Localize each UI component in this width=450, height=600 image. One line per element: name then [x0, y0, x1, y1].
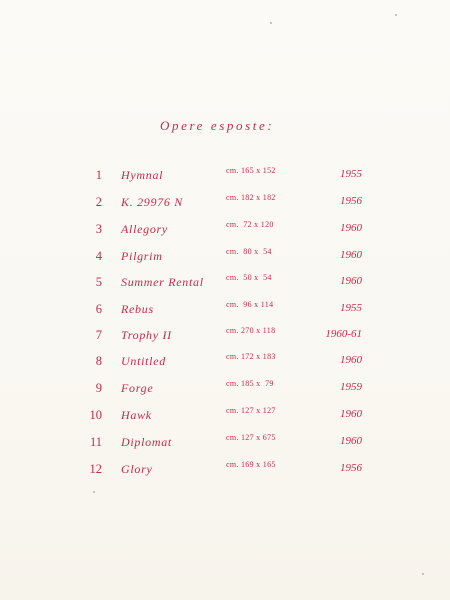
work-dimensions: cm. 185 x 79 [226, 379, 274, 388]
work-row [0, 431, 450, 453]
work-dimensions: cm. 72 x 120 [226, 220, 274, 229]
work-dimensions: cm. 50 x 54 [226, 273, 272, 282]
work-title: Untitled [121, 354, 166, 368]
work-number: 1 [95, 168, 102, 182]
work-title: Trophy II [121, 328, 172, 342]
work-dimensions: cm. 80 x 54 [226, 247, 272, 256]
paper-speck [93, 491, 95, 493]
work-number: 7 [95, 328, 102, 342]
work-dimensions: cm. 96 x 114 [226, 300, 274, 309]
work-number: 12 [89, 462, 102, 476]
work-year: 1960 [340, 354, 362, 366]
work-title: Pilgrim [121, 249, 163, 263]
work-year: 1960 [340, 222, 362, 234]
work-title: Diplomat [121, 435, 172, 449]
work-dimensions: cm. 127 x 675 [226, 433, 276, 442]
paper-speck [395, 14, 397, 16]
page-title: Opere esposte: [160, 118, 275, 133]
work-dimensions: cm. 172 x 183 [226, 352, 276, 361]
work-title: Summer Rental [121, 275, 204, 289]
work-row [0, 377, 450, 399]
work-dimensions: cm. 270 x 118 [226, 326, 276, 335]
work-number: 10 [89, 408, 102, 422]
work-year: 1960 [340, 249, 362, 261]
work-title: K. 29976 N [121, 195, 184, 209]
work-row [0, 271, 450, 293]
work-title: Hawk [121, 408, 152, 422]
work-row [0, 245, 450, 267]
work-dimensions: cm. 182 x 182 [226, 193, 276, 202]
work-number: 11 [89, 435, 102, 449]
work-title: Glory [121, 462, 153, 476]
work-row [0, 458, 450, 480]
work-year: 1960-61 [325, 328, 362, 340]
work-title: Rebus [121, 302, 154, 316]
work-title: Hymnal [121, 168, 164, 182]
work-year: 1960 [340, 408, 362, 420]
work-number: 8 [95, 354, 102, 368]
work-row [0, 404, 450, 426]
work-year: 1959 [340, 381, 362, 393]
work-number: 5 [95, 275, 102, 289]
work-dimensions: cm. 127 x 127 [226, 406, 276, 415]
work-row [0, 350, 450, 372]
work-number: 4 [95, 249, 102, 263]
work-year: 1955 [340, 168, 362, 180]
work-year: 1956 [340, 462, 362, 474]
work-row [0, 218, 450, 240]
work-title: Forge [121, 381, 154, 395]
work-row [0, 191, 450, 213]
work-number: 6 [95, 302, 102, 316]
paper-speck [422, 573, 424, 575]
work-number: 9 [95, 381, 102, 395]
work-title: Allegory [121, 222, 168, 236]
work-dimensions: cm. 165 x 152 [226, 166, 276, 175]
work-row [0, 298, 450, 320]
paper-speck [270, 22, 272, 24]
work-year: 1960 [340, 275, 362, 287]
work-year: 1956 [340, 195, 362, 207]
work-row [0, 324, 450, 346]
work-dimensions: cm. 169 x 165 [226, 460, 276, 469]
work-year: 1960 [340, 435, 362, 447]
work-number: 2 [95, 195, 102, 209]
work-row [0, 164, 450, 186]
work-number: 3 [95, 222, 102, 236]
work-year: 1955 [340, 302, 362, 314]
